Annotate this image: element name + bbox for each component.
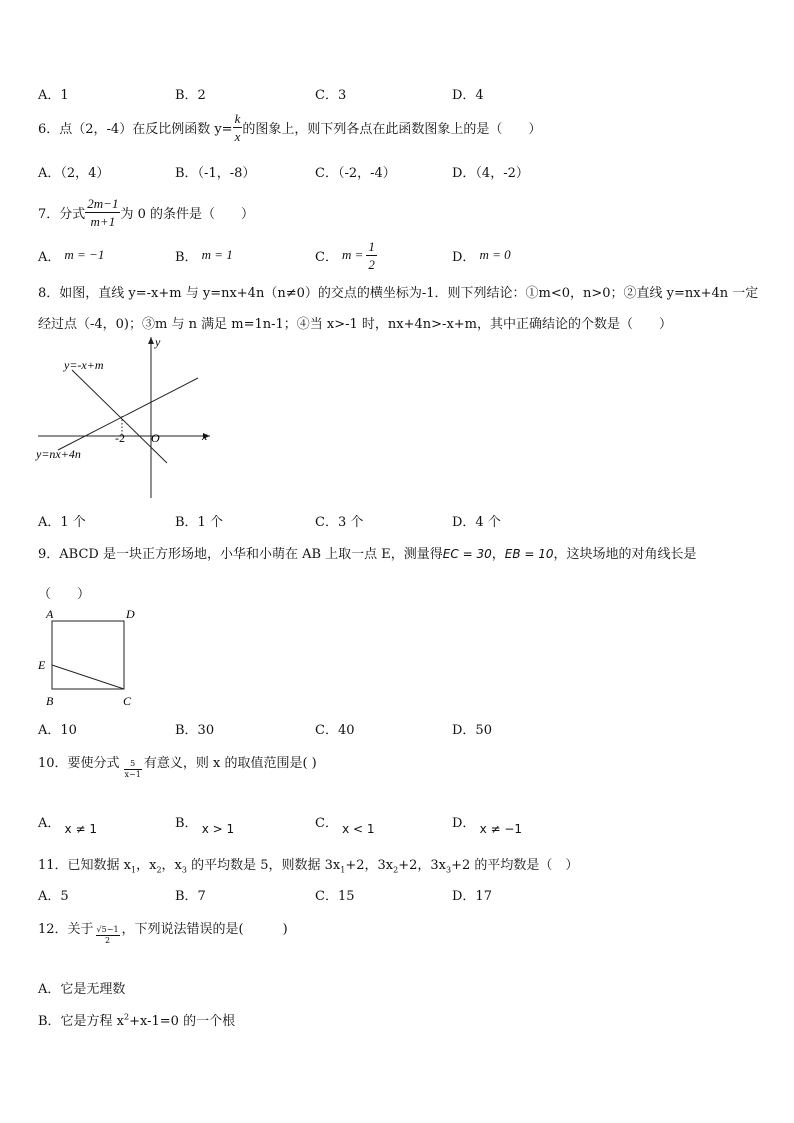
q6-option-b: B．（-1，-8） [175,166,256,181]
q7-option-d-label: D． [452,249,476,265]
q8-option-b: B．1 个 [175,515,223,530]
q10-frac-num: 5 [124,760,142,770]
q9-paren: （ ） [38,587,91,602]
q12-option-b [38,1010,235,1029]
q7-option-c-math: m = [341,247,364,262]
q8-option-c: C．3 个 [315,515,364,530]
q8-stem-line2: 经过点（-4，0)；③m 与 n 满足 m=1n-1；④当 x>-1 时，nx+4n>-x+m，其中正确结论的个数是（ ） [38,317,672,332]
q10-option-a-label: A． [38,816,61,831]
q11-sub-6: 3 [446,865,452,875]
q12-stem-post: ，下列说法错误的是( ) [121,922,288,937]
q7-option-d-math: m = 0 [479,247,511,262]
q11-text-2: ，x [136,858,157,873]
q9-label-d: D [126,607,135,621]
q12-stem [38,914,288,958]
q9-option-c: C．40 [315,723,355,738]
q9-option-a: A．10 [38,723,77,738]
q11-text-3: ，x [161,858,182,873]
q10-stem [38,748,317,792]
q12-fraction [96,926,120,945]
q9-segment-ec [52,665,124,689]
q8-line1-label: y=-x+m [64,358,104,372]
q11-sub-1: 1 [131,865,137,875]
q12-stem-pre: 12．关于 [38,922,94,937]
q6-option-a: A．（2，4） [38,166,110,181]
q7-frac-den: m+1 [90,213,116,229]
q6-stem-pre: 6．点（2，-4）在反比例函数 y= [38,121,233,137]
q11-sub-2: 2 [156,865,162,875]
q10-stem-pre: 10．要使分式 [38,756,120,771]
q8-line-y-neg-x-plus-m [72,370,167,463]
q11-option-c: C．15 [315,889,355,904]
q11-option-a: A．5 [38,889,69,904]
q9-math-eb: EB = 10 [504,547,554,561]
q10-option-d [452,812,523,836]
q8-figure [30,332,220,502]
q10-option-d-math: x ≠ −1 [479,822,523,836]
q11-option-b: B．7 [175,889,206,904]
q7-option-b [175,240,233,270]
q11-stem [38,854,578,875]
q9-stem-post: ，这块场地的对角线长是 [553,547,697,562]
q10-option-a [38,812,97,836]
q9-stem [38,543,697,562]
q9-square [52,621,124,689]
q10-frac-den: x−1 [124,770,141,779]
q11-text-5: +2，3x [345,858,394,873]
q9-math-ec: EC = 30 [442,547,492,561]
q10-option-a-math: x ≠ 1 [64,822,97,836]
q7-frac-num: 2m−1 [87,195,119,211]
q5-option-b: B．2 [175,88,206,103]
q8-x-label: x [202,429,208,443]
q7-option-c-fraction [366,240,377,271]
q7-option-b-label: B． [175,249,198,265]
q7-stem-pre: 7．分式 [38,206,86,222]
q8-option-d: D．4 个 [452,515,501,530]
q8-origin-label: O [151,431,160,445]
q10-fraction [124,760,142,779]
q8-line2-label: y=nx+4n [36,447,81,461]
q6-option-c: C．（-2，-4） [315,166,396,181]
q9-label-a: A [46,607,54,621]
q11-option-d: D．17 [452,889,492,904]
q10-option-d-label: D． [452,816,476,831]
q5-option-d: D．4 [452,88,484,103]
q5-option-a: A．1 [38,88,69,103]
q7-option-a-math: m = −1 [64,247,105,262]
q12-frac-num: √5−1 [96,925,119,934]
q11-sub-4: 1 [340,865,346,875]
q9-label-c: C [123,694,132,708]
q11-sub-5: 2 [393,865,399,875]
q7-option-a-label: A． [38,249,61,265]
q5-option-c: C．3 [315,88,347,103]
q6-stem [38,105,541,149]
q6-frac-num: k [234,110,241,126]
q6-option-d: D．（4，-2） [452,166,529,181]
q11-text-7: +2 的平均数是（ ） [451,858,579,873]
q7-option-a [38,240,104,270]
q7-option-c-label: C． [315,249,338,265]
q6-fraction [233,112,243,143]
q7-option-d [452,240,511,270]
q8-option-a: A．1 个 [38,515,86,530]
q10-option-c-math: x < 1 [342,822,375,836]
q12-option-b-sup: 2 [124,1012,130,1022]
q7-fraction [85,197,120,228]
q11-text-4: 的平均数是 5，则数据 3x [186,858,341,873]
q9-figure [36,606,140,710]
q10-option-b-label: B． [175,816,198,831]
q10-option-c [315,812,375,836]
q12-option-b-pre: B．它是方程 x [38,1014,125,1029]
q8-tick-label: -2 [115,431,125,445]
q12-option-b-post: +x-1=0 的一个根 [129,1014,236,1029]
q11-text-6: +2，3x [398,858,447,873]
q10-option-b [175,812,235,836]
q7-option-c [315,234,377,276]
q9-option-d: D．50 [452,723,492,738]
q7-option-c-den: 2 [368,256,375,272]
q8-y-axis-arrow [148,337,154,344]
q11-text-1: 11．已知数据 x [38,858,132,873]
q7-stem-post: 为 0 的条件是（ ） [120,206,254,222]
q8-stem-line1: 8．如图，直线 y=-x+m 与 y=nx+4n（n≠0）的交点的横坐标为-1．则下列结论：①m<0，n>0；②直线 y=nx+4n 一定 [38,286,759,301]
q9-label-b: B [46,694,54,708]
q12-frac-den: 2 [104,936,111,945]
q6-frac-den: x [234,128,241,144]
q12-option-a: A．它是无理数 [38,982,126,997]
q9-stem-text: 9．ABCD 是一块正方形场地，小华和小萌在 AB 上取一点 E，测量得 [38,547,443,562]
q10-option-b-math: x > 1 [201,822,235,836]
q7-option-c-num: 1 [368,238,375,254]
q7-option-b-math: m = 1 [201,247,233,262]
q8-y-label: y [155,335,161,349]
q10-stem-post: 有意义，则 x 的取值范围是( ) [143,756,317,771]
q9-option-b: B．30 [175,723,215,738]
q9-separator: ， [491,547,505,562]
q8-line-y-nx-plus-4n [58,378,198,450]
q7-stem [38,190,254,234]
q6-stem-post: 的图象上，则下列各点在此函数图象上的是（ ） [242,121,542,137]
q11-sub-3: 3 [181,865,187,875]
q9-label-e: E [38,658,46,672]
q10-option-c-label: C． [315,816,338,831]
